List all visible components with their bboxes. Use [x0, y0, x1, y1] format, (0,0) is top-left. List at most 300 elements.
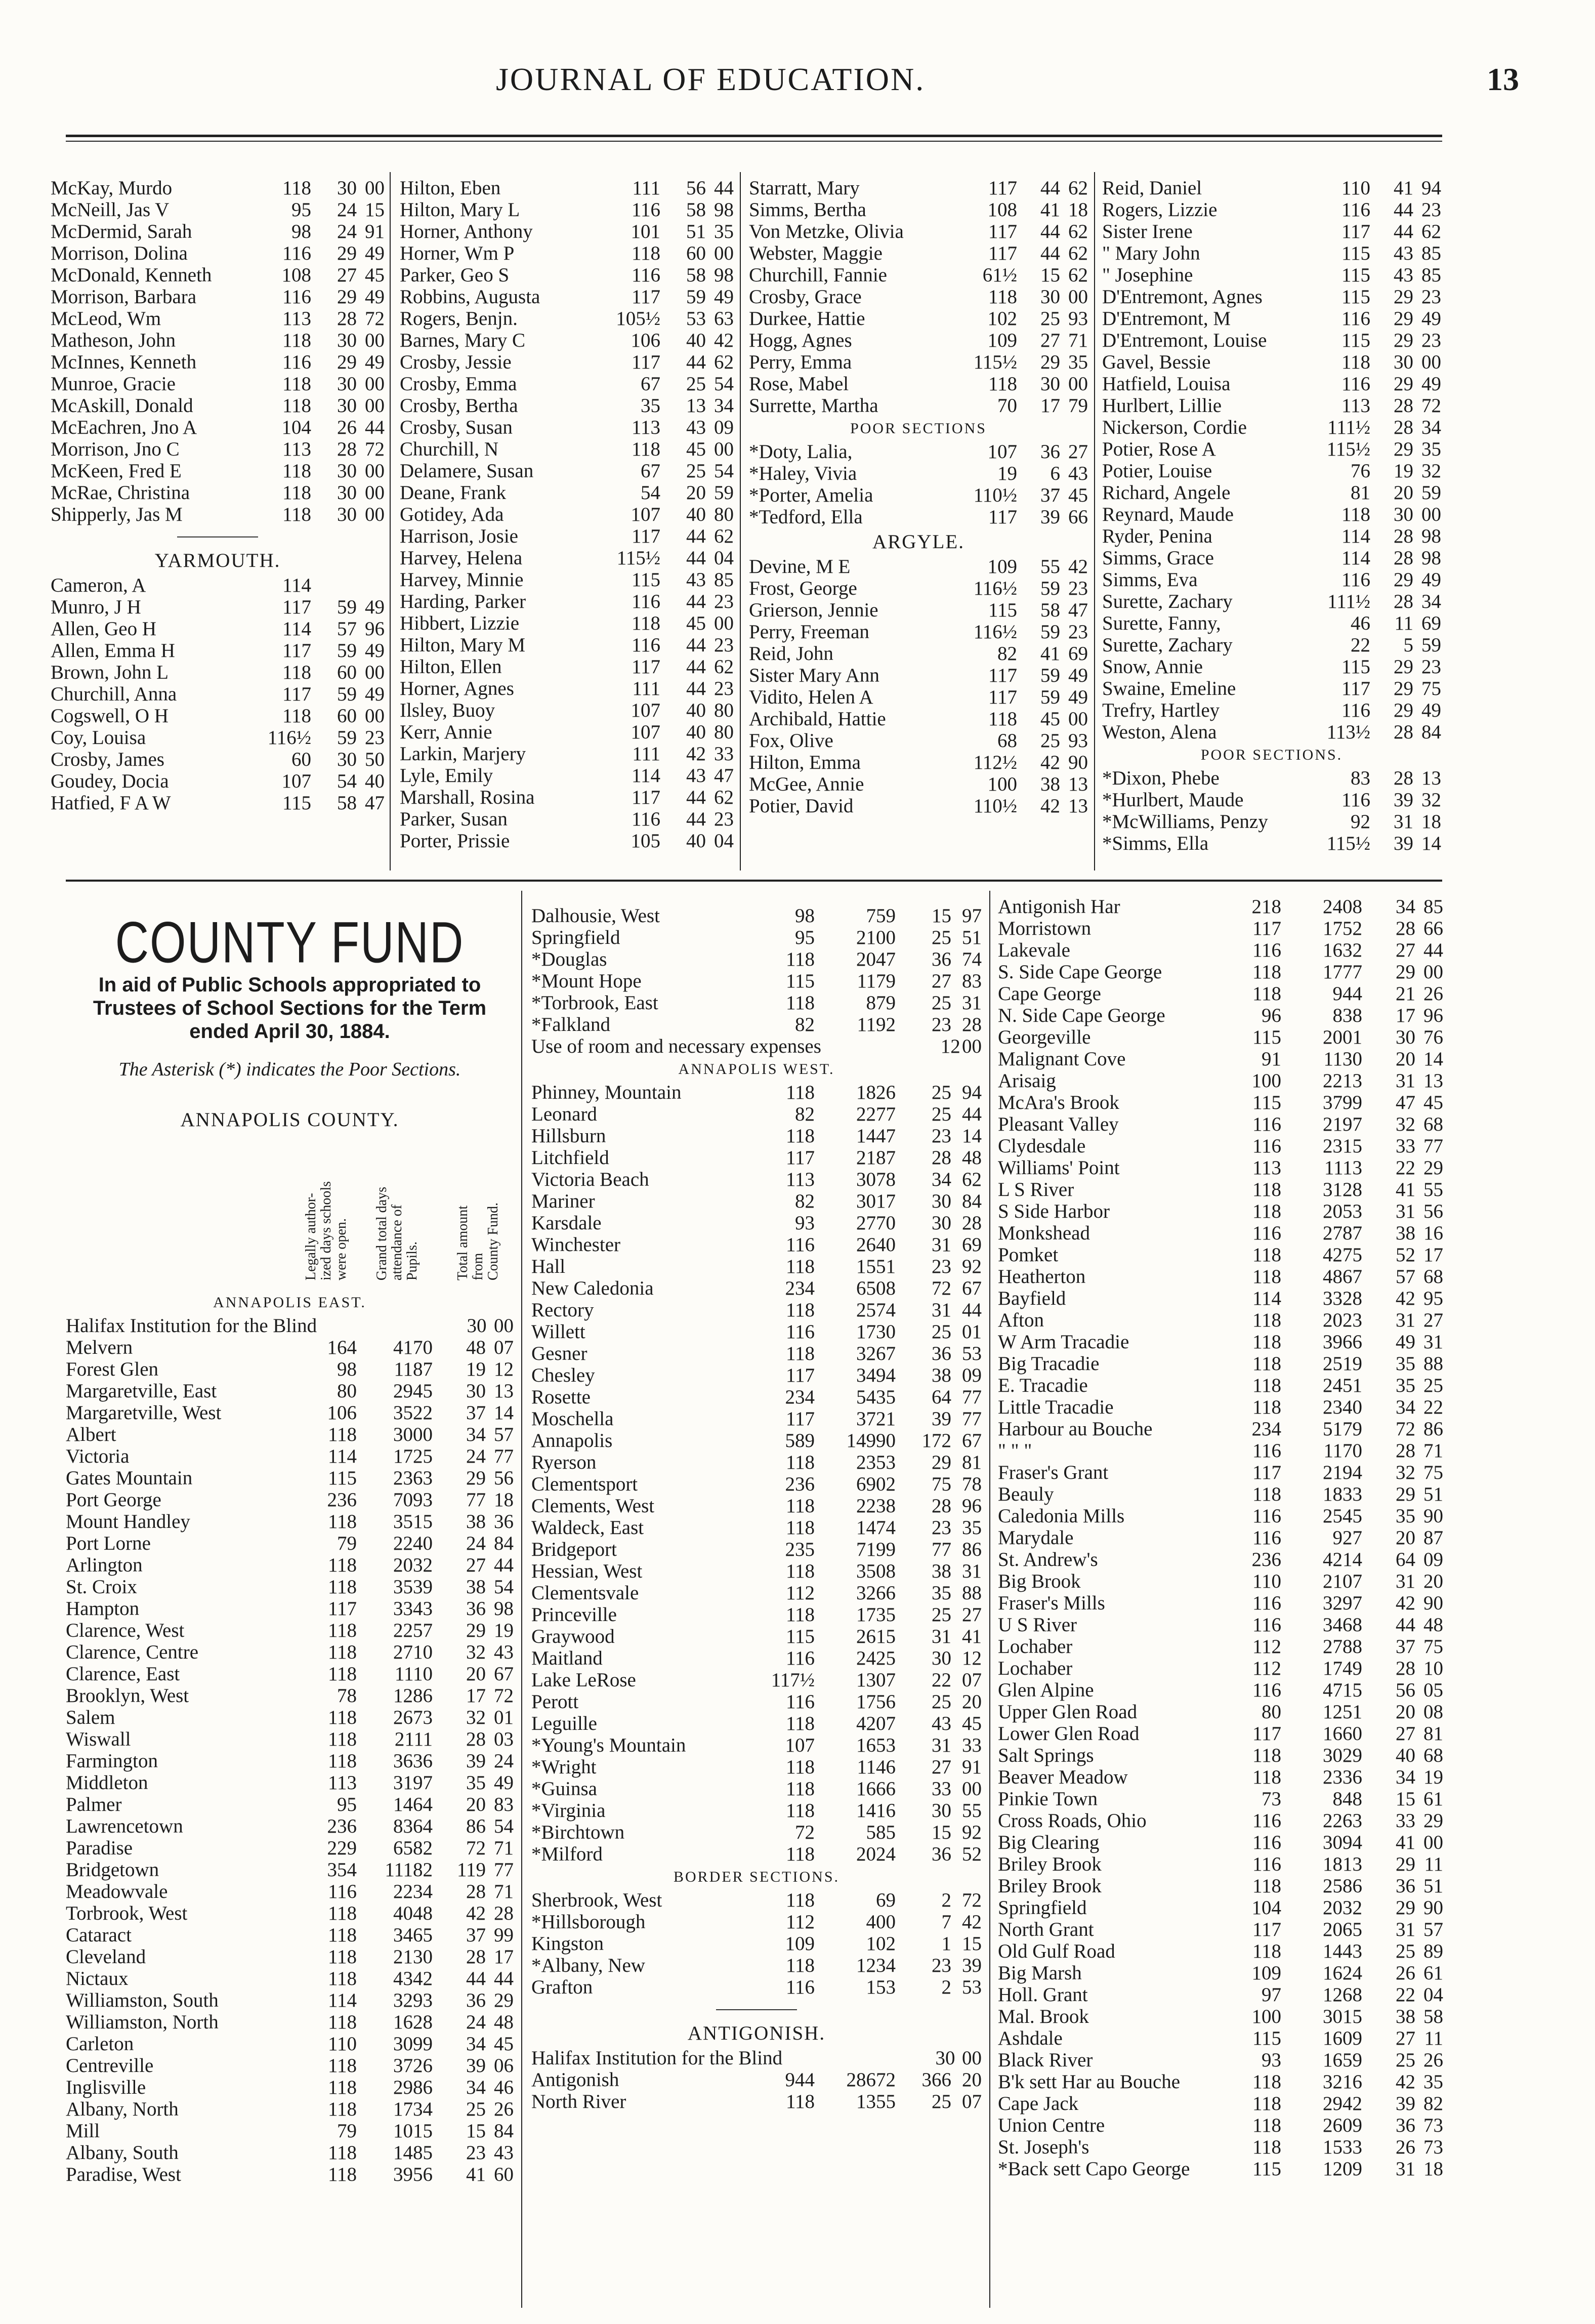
entry-value: 44	[1394, 221, 1413, 242]
list-item	[531, 1103, 982, 1125]
entry-value: 17	[494, 1946, 514, 1968]
entry-value: 117	[988, 242, 1017, 264]
entry-name: Monkshead	[998, 1222, 1090, 1244]
list-item	[749, 708, 1088, 730]
list-item	[66, 1641, 514, 1663]
entry-value: 84	[962, 1190, 982, 1212]
list-item	[51, 770, 385, 792]
list-item	[66, 1794, 514, 1815]
entry-name: *Dixon, Phebe	[1102, 767, 1220, 789]
entry-value: 73	[1423, 2114, 1443, 2136]
entry-value: 25	[1423, 1375, 1443, 1396]
entry-value: 1234	[856, 1955, 896, 1976]
entry-value: 111	[632, 743, 660, 765]
entry-value: 24	[466, 2011, 486, 2033]
entry-value: 86	[1423, 1418, 1443, 1440]
entry-value: 118	[282, 373, 311, 395]
entry-value: 58	[1040, 599, 1060, 621]
entry-value: 117	[785, 1364, 815, 1386]
entry-value: 44	[686, 678, 706, 699]
entry-value: 35	[641, 395, 660, 417]
list-item	[998, 983, 1443, 1005]
entry-value: 39	[962, 1955, 982, 1976]
entry-value: 97	[1262, 1984, 1281, 2006]
entry-value: 36	[466, 1598, 486, 1620]
entry-name: Munro, J H	[51, 596, 141, 618]
list-item	[400, 286, 734, 308]
entry-value: 234	[1251, 1418, 1281, 1440]
entry-value: 50	[365, 749, 385, 770]
list-item	[531, 1582, 982, 1604]
entry-value: 108	[281, 264, 311, 286]
entry-value: 1826	[856, 1082, 896, 1103]
entry-value: 107	[631, 504, 660, 525]
entry-value: 116	[1341, 308, 1370, 329]
entry-value: 71	[1423, 1440, 1443, 1462]
entry-name: Nickerson, Cordie	[1102, 417, 1247, 438]
entry-value: 26	[337, 417, 357, 438]
entry-name: *Falkland	[531, 1014, 610, 1035]
list-item	[998, 961, 1443, 983]
entry-value: 109	[1251, 1962, 1281, 1984]
entry-value: 96	[1262, 1005, 1281, 1026]
list-item	[749, 752, 1088, 773]
entry-name: Vidito, Helen A	[749, 686, 873, 708]
entry-name: Winchester	[531, 1234, 621, 1256]
entry-value: 28	[962, 1014, 982, 1035]
entry-name: Mariner	[531, 1190, 595, 1212]
entry-value: 172	[921, 1430, 951, 1451]
list-item	[531, 1647, 982, 1669]
entry-value: 62	[962, 1169, 982, 1190]
entry-value: 118	[327, 1707, 357, 1728]
entry-value: 20	[466, 1794, 486, 1815]
entry-value: 56	[1423, 1200, 1443, 1222]
entry-value: 00	[714, 612, 734, 634]
entry-value: 2788	[1323, 1636, 1362, 1657]
entry-value: 112	[1252, 1657, 1281, 1679]
entry-value: 11182	[385, 1859, 433, 1881]
entry-name: Inglisville	[66, 2077, 146, 2098]
entry-value: 48	[494, 2011, 514, 2033]
entry-name: Malignant Cove	[998, 1048, 1126, 1070]
entry-name: Salem	[66, 1707, 115, 1728]
entry-value: 59	[1040, 686, 1060, 708]
entry-name: Reynard, Maude	[1102, 504, 1234, 525]
entry-value: 55	[1040, 556, 1060, 577]
entry-name: Upper Glen Road	[998, 1701, 1138, 1723]
entry-value: 3000	[393, 1424, 433, 1445]
entry-value: 31	[932, 1734, 951, 1756]
entry-value: 37	[466, 1402, 486, 1424]
header-rule-thin	[66, 141, 1442, 142]
entry-value: 44	[494, 1554, 514, 1576]
entry-value: 11	[1424, 2027, 1443, 2049]
entry-value: 117	[988, 665, 1017, 686]
entry-value: 118	[1252, 1396, 1281, 1418]
list-item	[998, 1462, 1443, 1483]
entry-name: Cleveland	[66, 1946, 146, 1968]
entry-name: Crosby, Emma	[400, 373, 517, 395]
entry-value: 4715	[1323, 1679, 1362, 1701]
entry-value: 26	[1423, 983, 1443, 1005]
entry-value: 1209	[1323, 2158, 1362, 2180]
entry-value: 93	[795, 1212, 815, 1234]
entry-value: 37	[466, 1924, 486, 1946]
entry-value: 116	[1252, 1679, 1281, 1701]
list-item	[400, 656, 734, 678]
entry-value: 117½	[771, 1669, 815, 1691]
entry-value: 2187	[856, 1147, 896, 1169]
entry-value: 44	[686, 786, 706, 808]
top-column-3	[749, 177, 1088, 817]
entry-value: 40	[686, 329, 706, 351]
list-item	[749, 795, 1088, 817]
list-item	[998, 1853, 1443, 1875]
entry-value: 25	[932, 1691, 951, 1713]
entry-name: Margaretville, East	[66, 1380, 217, 1402]
entry-value: 1170	[1323, 1440, 1362, 1462]
entry-value: 118	[327, 1511, 357, 1532]
entry-value: 114	[1341, 525, 1370, 547]
entry-value: 35	[466, 1772, 486, 1794]
entry-value: 27	[962, 1604, 982, 1626]
entry-name: Palmer	[66, 1794, 122, 1815]
entry-value: 81	[962, 1451, 982, 1473]
entry-name: Hilton, Mary M	[400, 634, 526, 656]
entry-value: 589	[785, 1430, 815, 1451]
entry-name: Big Tracadie	[998, 1353, 1100, 1375]
list-item	[998, 1005, 1443, 1026]
list-item	[998, 1984, 1443, 2006]
entry-value: 118	[1252, 1940, 1281, 1962]
list-item	[749, 665, 1088, 686]
entry-value: 68	[1423, 1113, 1443, 1135]
entry-value: 1659	[1323, 2049, 1362, 2071]
entry-value: 116	[631, 264, 660, 286]
list-item	[998, 1897, 1443, 1919]
entry-value: 22	[1351, 634, 1370, 656]
entry-value: 92	[962, 1256, 982, 1277]
entry-value: 115	[785, 1626, 815, 1647]
entry-name: Perry, Emma	[749, 351, 852, 373]
list-item	[531, 1321, 982, 1343]
entry-value: 00	[365, 177, 385, 199]
list-item	[531, 1364, 982, 1386]
entry-value: 78	[962, 1473, 982, 1495]
list-item	[998, 1222, 1443, 1244]
entry-value: 27	[932, 970, 951, 992]
entry-value: 44	[962, 1299, 982, 1321]
entry-value: 98	[714, 199, 734, 221]
entry-name: Churchill, Fannie	[749, 264, 887, 286]
entry-name: L S River	[998, 1179, 1074, 1200]
county-fund-subtitle: In aid of Public Schools appropriated to Trustees of School Sections for the Term ended April 30, 1884.	[93, 974, 487, 1043]
entry-value: 59	[686, 286, 706, 308]
list-item	[998, 1353, 1443, 1375]
entry-value: 100	[1251, 1070, 1281, 1092]
entry-value: 38	[1396, 1222, 1415, 1244]
entry-value: 43	[494, 1641, 514, 1663]
entry-value: 4170	[393, 1337, 433, 1358]
entry-value: 72	[494, 1685, 514, 1707]
entry-value: 116½	[973, 621, 1017, 643]
entry-value: 118	[1252, 1875, 1281, 1897]
entry-value: 110½	[973, 795, 1017, 817]
entry-value: 35	[1421, 438, 1441, 460]
entry-value: 28	[1394, 417, 1413, 438]
entry-value: 118	[282, 504, 311, 525]
entry-value: 1179	[857, 970, 896, 992]
entry-value: 117	[282, 596, 311, 618]
entry-value: 3197	[393, 1772, 433, 1794]
entry-value: 116	[1341, 699, 1370, 721]
entry-value: 25	[932, 1321, 951, 1343]
entry-value: 3078	[856, 1169, 896, 1190]
entry-value: 20	[962, 1691, 982, 1713]
list-item	[400, 721, 734, 743]
entry-value: 30	[1396, 1026, 1415, 1048]
entry-name: Horner, Wm P	[400, 242, 515, 264]
entry-value: 2032	[1323, 1897, 1362, 1919]
county-fund-title: COUNTY FUND	[115, 910, 465, 975]
entry-value: 116	[785, 1691, 815, 1713]
entry-value: 117	[988, 177, 1017, 199]
entry-value: 28	[466, 1881, 486, 1902]
list-item	[998, 896, 1443, 918]
entry-value: 115	[1341, 286, 1370, 308]
list-item	[66, 2142, 514, 2164]
entry-value: 944	[1332, 983, 1362, 1005]
entry-value: 01	[494, 1707, 514, 1728]
list-item	[998, 2006, 1443, 2027]
entry-value: 2053	[1323, 1200, 1362, 1222]
list-item	[998, 1549, 1443, 1570]
entry-value: 34	[466, 2077, 486, 2098]
list-item	[66, 1532, 514, 1554]
entry-value: 236	[327, 1489, 357, 1511]
list-item	[51, 683, 385, 705]
entry-name: Nictaux	[66, 1968, 129, 1989]
entry-name: Clementsport	[531, 1473, 638, 1495]
entry-value: 24	[494, 1750, 514, 1772]
entry-value: 759	[866, 905, 896, 927]
entry-value: 75	[932, 1473, 951, 1495]
list-item	[51, 373, 385, 395]
list-item	[1102, 264, 1441, 286]
list-item	[998, 1527, 1443, 1549]
list-item	[1102, 221, 1441, 242]
entry-name: Von Metzke, Olivia	[749, 221, 904, 242]
entry-value: 44	[686, 634, 706, 656]
entry-value: 1734	[393, 2098, 433, 2120]
entry-value: 62	[1068, 242, 1088, 264]
entry-value: 98	[494, 1598, 514, 1620]
entry-value: 28	[1394, 395, 1413, 417]
entry-value: 39	[1396, 2093, 1415, 2114]
entry-value: 15	[1396, 1788, 1415, 1810]
list-item	[1102, 373, 1441, 395]
entry-value: 22	[1423, 1396, 1443, 1418]
entry-name: Crosby, Susan	[400, 417, 513, 438]
entry-value: 12	[940, 1035, 960, 1057]
entry-value: 79	[337, 1532, 357, 1554]
entry-value: 7199	[856, 1539, 896, 1560]
entry-value: 20	[1423, 1570, 1443, 1592]
entry-value: 09	[1423, 1549, 1443, 1570]
entry-value: 1609	[1323, 2027, 1362, 2049]
entry-value: 118	[282, 705, 311, 727]
entry-value: 31	[962, 992, 982, 1014]
entry-value: 118	[785, 2091, 815, 2112]
list-item	[998, 1810, 1443, 1832]
entry-value: 117	[631, 786, 660, 808]
list-item	[531, 1473, 982, 1495]
entry-value: 60	[291, 749, 311, 770]
entry-value: 41	[962, 1626, 982, 1647]
entry-value: 2340	[1323, 1396, 1362, 1418]
entry-value: 00	[962, 1778, 982, 1800]
entry-value: 927	[1332, 1527, 1362, 1549]
entry-value: 236	[1251, 1549, 1281, 1570]
list-item	[400, 678, 734, 699]
entry-value: 44	[466, 1968, 486, 1989]
entry-value: 2770	[856, 1212, 896, 1234]
entry-value: 115	[1341, 242, 1370, 264]
entry-value: 54	[714, 373, 734, 395]
entry-name: Glen Alpine	[998, 1679, 1094, 1701]
entry-value: 68	[1423, 1266, 1443, 1288]
entry-value: 44	[1040, 242, 1060, 264]
entry-value: 26	[1396, 1962, 1415, 1984]
list-item	[400, 329, 734, 351]
entry-value: 2130	[393, 1946, 433, 1968]
entry-value: 118	[1252, 961, 1281, 983]
entry-value: 17	[1423, 1244, 1443, 1266]
entry-name: Antigonish Har	[998, 896, 1120, 918]
entry-name: Pinkie Town	[998, 1788, 1098, 1810]
entry-value: 117	[1252, 1723, 1281, 1745]
entry-value: 36	[932, 948, 951, 970]
list-item	[998, 1288, 1443, 1309]
entry-value: 234	[785, 1277, 815, 1299]
entry-value: 85	[1421, 242, 1441, 264]
page-number: 13	[1487, 61, 1519, 97]
entry-name: Port George	[66, 1489, 161, 1511]
list-item	[1102, 525, 1441, 547]
entry-value: 2545	[1323, 1505, 1362, 1527]
entry-value: 25	[932, 1082, 951, 1103]
entry-value: 23	[714, 808, 734, 830]
entry-value: 112½	[973, 752, 1017, 773]
entry-value: 114	[327, 1989, 357, 2011]
entry-value: 49	[494, 1772, 514, 1794]
list-item	[531, 1669, 982, 1691]
entry-value: 354	[327, 1859, 357, 1881]
entry-value: 2213	[1323, 1070, 1362, 1092]
entry-name: Marshall, Rosina	[400, 786, 535, 808]
list-item	[531, 992, 982, 1014]
list-item	[1102, 417, 1441, 438]
entry-name: Munroe, Gracie	[51, 373, 176, 395]
entry-value: 102	[987, 308, 1017, 329]
entry-value: 48	[962, 1147, 982, 1169]
entry-value: 25	[466, 2098, 486, 2120]
entry-name: Potier, Rose A	[1102, 438, 1216, 460]
entry-value: 72	[1421, 395, 1441, 417]
entry-value: 116	[1252, 1592, 1281, 1614]
entry-name: Moschella	[531, 1408, 614, 1430]
entry-value: 45	[1068, 484, 1088, 506]
entry-value: 105	[631, 830, 660, 852]
entry-name: Carleton	[66, 2033, 134, 2055]
entry-value: 6508	[856, 1277, 896, 1299]
entry-value: 116	[1252, 1614, 1281, 1636]
entry-name: Cogswell, O H	[51, 705, 169, 727]
entry-value: 104	[1251, 1897, 1281, 1919]
entry-value: 80	[1262, 1701, 1281, 1723]
entry-name: Simms, Eva	[1102, 569, 1198, 591]
list-item	[749, 463, 1088, 484]
entry-value: 90	[1423, 1897, 1443, 1919]
list-item	[531, 1911, 982, 1933]
entry-name: D'Entremont, Louise	[1102, 329, 1267, 351]
entry-value: 09	[714, 417, 734, 438]
entry-value: 110	[1341, 177, 1370, 199]
entry-value: 848	[1332, 1788, 1362, 1810]
entry-value: 00	[494, 1315, 514, 1337]
entry-value: 118	[1252, 2136, 1281, 2158]
entry-value: 60	[494, 2164, 514, 2185]
entry-value: 25	[1040, 730, 1060, 752]
entry-value: 100	[987, 773, 1017, 795]
list-item	[749, 506, 1088, 528]
entry-value: 117	[282, 640, 311, 661]
top-column-2	[400, 177, 734, 852]
entry-value: 117	[988, 221, 1017, 242]
entry-value: 2065	[1323, 1919, 1362, 1940]
list-item	[400, 765, 734, 786]
list-item	[998, 1418, 1443, 1440]
list-item	[998, 1331, 1443, 1353]
entry-value: 62	[714, 525, 734, 547]
entry-value: 23	[1068, 621, 1088, 643]
list-item	[51, 640, 385, 661]
list-item	[1102, 591, 1441, 612]
entry-value: 30	[1394, 351, 1413, 373]
list-item	[1102, 308, 1441, 329]
entry-name: Harvey, Helena	[400, 547, 523, 569]
entry-value: 51	[686, 221, 706, 242]
entry-value: 2277	[856, 1103, 896, 1125]
entry-value: 116	[1252, 1440, 1281, 1462]
entry-value: 62	[1068, 264, 1088, 286]
list-item	[400, 395, 734, 417]
entry-value: 23	[714, 591, 734, 612]
entry-value: 20	[686, 482, 706, 504]
entry-name: N. Side Cape George	[998, 1005, 1165, 1026]
entry-value: 46	[494, 2077, 514, 2098]
entry-value: 20	[466, 1663, 486, 1685]
entry-value: 104	[281, 417, 311, 438]
entry-value: 49	[1421, 373, 1441, 395]
entry-value: 2710	[393, 1641, 433, 1663]
entry-value: 42	[1396, 1288, 1415, 1309]
entry-value: 118	[785, 948, 815, 970]
list-item	[66, 2077, 514, 2098]
entry-value: 77	[1423, 1135, 1443, 1157]
entry-name: Churchill, N	[400, 438, 498, 460]
